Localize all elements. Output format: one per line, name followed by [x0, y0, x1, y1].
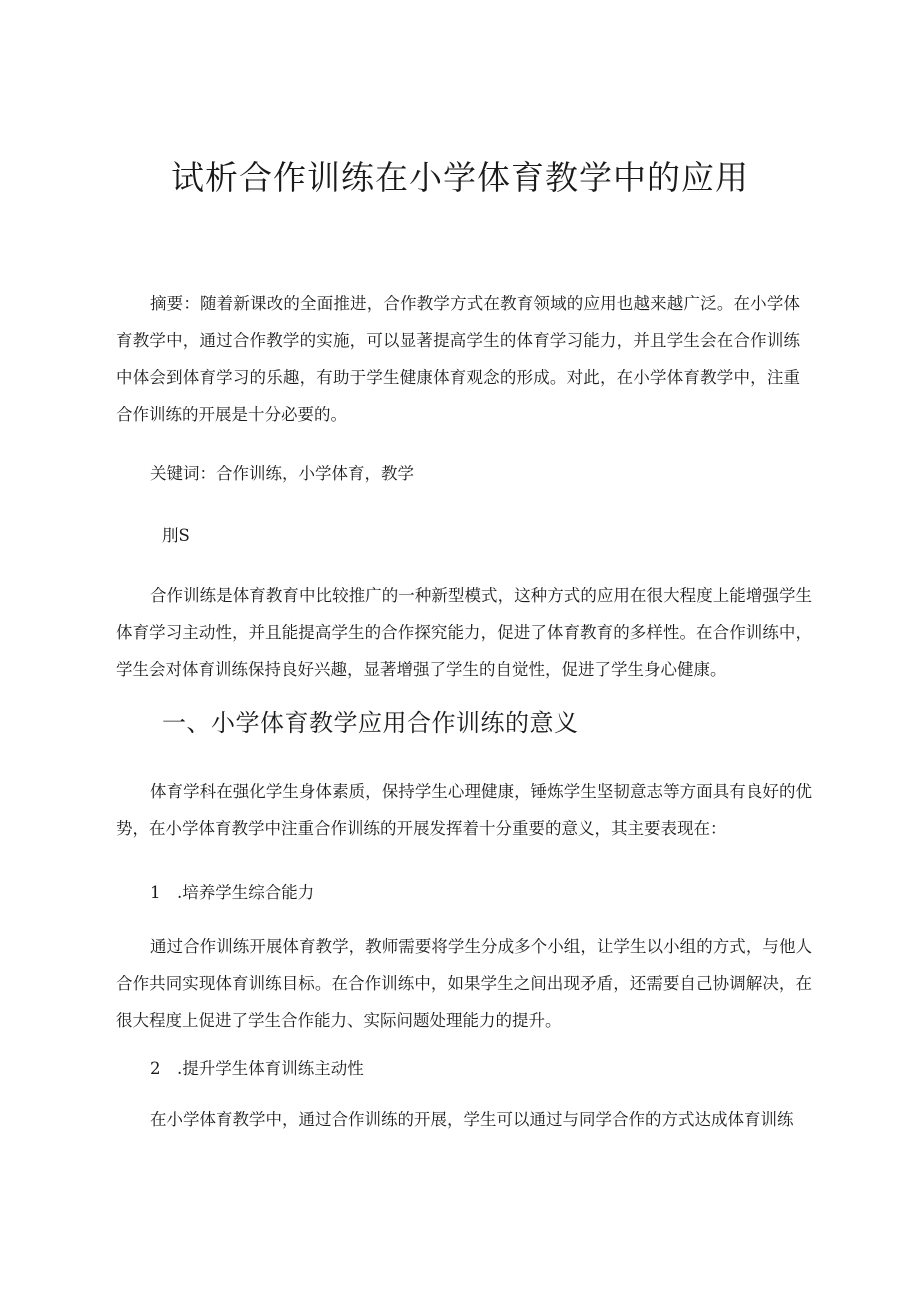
document-title: 试析合作训练在小学体育教学中的应用: [171, 158, 749, 197]
keywords-line: 关键词：合作训练，小学体育，教学: [150, 464, 414, 483]
intro-paragraph: 合作训练是体育教育中比较推广的一种新型模式，这种方式的应用在很大程度上能增强学生体育学习主动性，并且能提高学生的合作探究能力，促进了体育教育的多样性。在合作训练中，学生会对体育训练保持良好兴趣，显著增强了学生的自觉性，促进了学生身心健康。: [116, 586, 812, 679]
subsection-2-heading: 2 .提升学生体育训练主动性: [150, 1059, 364, 1078]
section-1-heading: 一、小学体育教学应用合作训练的意义: [162, 709, 579, 737]
subsection-2-paragraph: 在小学体育教学中，通过合作训练的开展，学生可以通过与同学合作的方式达成体育训练: [150, 1110, 794, 1129]
section-1-paragraph: 体育学科在强化学生身体素质，保持学生心理健康，锤炼学生坚韧意志等方面具有良好的优势，在小学体育教学中注重合作训练的开展发挥着十分重要的意义，其主要表现在：: [116, 782, 812, 838]
preface-label: 刖S: [162, 526, 190, 545]
subsection-1-heading: 1 .培养学生综合能力: [150, 883, 315, 902]
subsection-1-paragraph: 通过合作训练开展体育教学，教师需要将学生分成多个小组，让学生以小组的方式，与他人合作共同实现体育训练目标。在合作训练中，如果学生之间出现矛盾，还需要自己协调解决，在很大程度上促进了学生合作能力、实际问题处理能力的提升。: [116, 937, 812, 1030]
abstract-paragraph: 摘要：随着新课改的全面推进，合作教学方式在教育领域的应用也越来越广泛。在小学体育教学中，通过合作教学的实施，可以显著提高学生的体育学习能力，并且学生会在合作训练中体会到体育学习的乐趣，有助于学生健康体育观念的形成。对此，在小学体育教学中，注重合作训练的开展是十分必要的。: [116, 294, 800, 424]
